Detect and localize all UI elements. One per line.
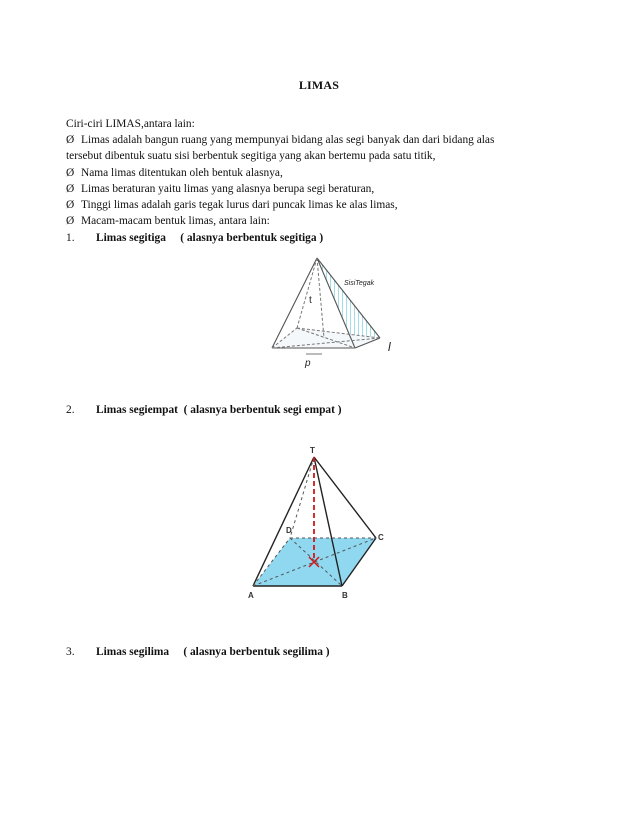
bullet-text: Limas beraturan yaitu limas yang alasnya berupa segi beraturan, bbox=[81, 182, 375, 195]
label-D: D bbox=[286, 526, 292, 535]
intro-section bbox=[66, 116, 586, 229]
item-desc: ( alasnya berbentuk segi empat ) bbox=[183, 404, 342, 416]
bullet-symbol: Ø bbox=[66, 166, 75, 179]
bullet-symbol: Ø bbox=[66, 182, 75, 195]
bullet-continuation: tersebut dibentuk suatu sisi berbentuk segitiga yang akan bertemu pada satu titik, bbox=[66, 150, 436, 163]
item-limas-segiempat bbox=[66, 404, 342, 416]
item-name: Limas segiempat bbox=[96, 404, 178, 416]
bullet-symbol: Ø bbox=[66, 215, 75, 228]
figure-square-pyramid bbox=[238, 440, 398, 602]
bullet-text: Limas adalah bangun ruang yang mempunyai bidang alas segi banyak dan dari bidang alas bbox=[81, 134, 495, 147]
bullet-item bbox=[66, 165, 586, 181]
item-limas-segilima bbox=[66, 646, 330, 658]
label-C: C bbox=[378, 533, 384, 542]
item-number: 2. bbox=[66, 404, 75, 416]
item-desc: ( alasnya berbentuk segilima ) bbox=[183, 646, 330, 658]
bullet-symbol: Ø bbox=[66, 134, 75, 147]
label-side: SisiTegak bbox=[344, 280, 375, 287]
bullet-item bbox=[66, 181, 586, 197]
item-name: Limas segitiga bbox=[96, 232, 166, 244]
bullet-text: Nama limas ditentukan oleh bentuk alasnya, bbox=[81, 166, 283, 179]
item-number: 1. bbox=[66, 232, 75, 244]
item-limas-segitiga bbox=[66, 232, 323, 244]
label-t: t bbox=[309, 295, 312, 306]
label-B: B bbox=[342, 591, 348, 600]
label-A: A bbox=[248, 591, 254, 600]
bullet-item bbox=[66, 197, 586, 213]
item-number: 3. bbox=[66, 646, 75, 658]
figure-triangular-pyramid bbox=[262, 253, 402, 375]
bullet-item bbox=[66, 132, 586, 148]
bullet-symbol: Ø bbox=[66, 199, 75, 212]
intro-lead: Ciri-ciri LIMAS,antara lain: bbox=[66, 118, 195, 130]
item-name: Limas segilima bbox=[96, 646, 170, 658]
bullet-text: Tinggi limas adalah garis tegak lurus dari puncak limas ke alas limas, bbox=[81, 199, 398, 212]
bullet-item bbox=[66, 213, 586, 229]
label-l: l bbox=[388, 340, 391, 354]
label-T: T bbox=[310, 446, 315, 455]
item-desc: ( alasnya berbentuk segitiga ) bbox=[180, 232, 324, 244]
label-p: p bbox=[305, 358, 311, 369]
bullet-text: Macam-macam bentuk limas, antara lain: bbox=[81, 215, 270, 228]
page-title: LIMAS bbox=[298, 78, 340, 92]
